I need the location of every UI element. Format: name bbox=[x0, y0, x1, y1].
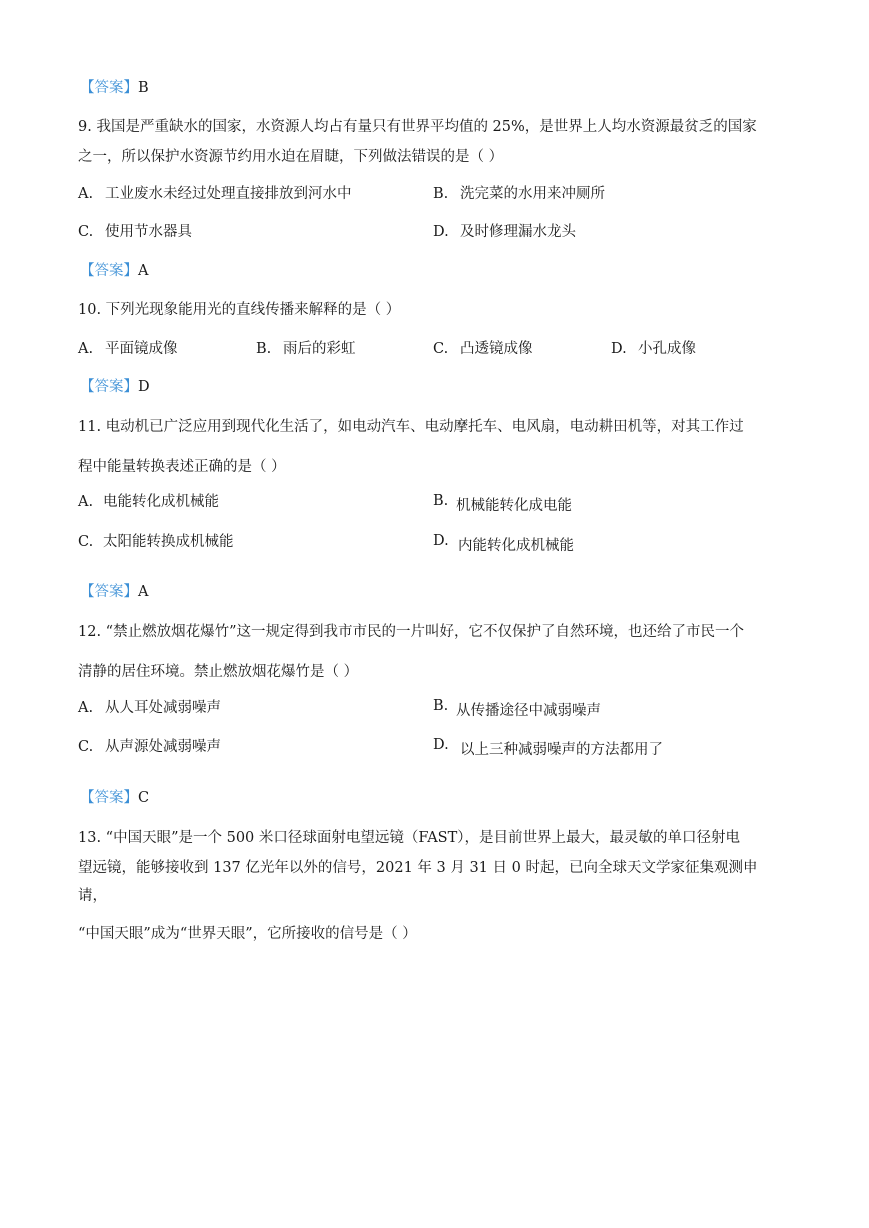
question-9-option-b: B. 洗完菜的水用来冲厕所 bbox=[433, 186, 605, 202]
question-12-option-b: B. 从传播途径中减弱噪声 bbox=[433, 698, 601, 719]
question-9-option-c: C. 使用节水器具 bbox=[78, 224, 192, 240]
question-12-option-c: C. 从声源处减弱噪声 bbox=[78, 739, 221, 755]
answer-line-10 bbox=[80, 375, 150, 396]
question-13-line-2: 望远镜，能够接收到 137 亿光年以外的信号，2021 年 3 月 31 日 0 时起，已向全球天文学家征集观测申 bbox=[78, 860, 758, 876]
question-10-option-d: D. 小孔成像 bbox=[611, 341, 696, 357]
answer-line-11 bbox=[80, 580, 148, 601]
question-9-option-a: A. 工业废水未经过处理直接排放到河水中 bbox=[78, 186, 352, 202]
answer-line-9 bbox=[80, 259, 148, 280]
answer-value: A bbox=[138, 263, 149, 279]
question-12-line-2: 清静的居住环境。禁止燃放烟花爆竹是（ ） bbox=[78, 664, 359, 680]
answer-value: B bbox=[138, 80, 149, 96]
question-12-option-d: D. 以上三种减弱噪声的方法都用了 bbox=[433, 737, 663, 758]
question-10-option-b: B. 雨后的彩虹 bbox=[256, 341, 356, 357]
question-13-line-3: 请， bbox=[78, 888, 107, 904]
answer-value: A bbox=[138, 584, 149, 600]
question-12-line-1: 12. “禁止燃放烟花爆竹”这一规定得到我市市民的一片叫好，它不仅保护了自然环境，也还给了市民一个 bbox=[78, 624, 744, 640]
question-9-line-2: 之一，所以保护水资源节约用水迫在眉睫，下列做法错误的是（ ） bbox=[78, 149, 504, 165]
question-10-option-c: C. 凸透镜成像 bbox=[433, 341, 533, 357]
answer-line-8 bbox=[80, 76, 149, 97]
answer-tag: 【答案】 bbox=[80, 263, 138, 279]
answer-tag: 【答案】 bbox=[80, 379, 138, 395]
question-12-option-a: A. 从人耳处减弱噪声 bbox=[78, 700, 221, 716]
question-11-option-b: B. 机械能转化成电能 bbox=[433, 493, 572, 514]
question-10-line-1: 10. 下列光现象能用光的直线传播来解释的是（ ） bbox=[78, 302, 401, 318]
question-13-line-4: “中国天眼”成为“世界天眼”，它所接收的信号是（ ） bbox=[78, 926, 417, 942]
answer-line-12 bbox=[80, 786, 149, 807]
question-11-option-a: A. 电能转化成机械能 bbox=[78, 494, 219, 510]
answer-tag: 【答案】 bbox=[80, 584, 138, 600]
question-11-option-d: D. 内能转化成机械能 bbox=[433, 533, 574, 554]
answer-value: C bbox=[138, 790, 150, 806]
answer-tag: 【答案】 bbox=[80, 80, 138, 96]
question-10-option-a: A. 平面镜成像 bbox=[78, 341, 178, 357]
question-13-line-1: 13. “中国天眼”是一个 500 米口径球面射电望远镜（FAST），是目前世界上最大，最灵敏的单口径射电 bbox=[78, 830, 741, 846]
answer-tag: 【答案】 bbox=[80, 790, 138, 806]
question-9-line-1: 9. 我国是严重缺水的国家，水资源人均占有量只有世界平均值的 25%，是世界上人均水资源最贫乏的国家 bbox=[78, 119, 757, 135]
question-11-line-2: 程中能量转换表述正确的是（ ） bbox=[78, 459, 286, 475]
question-9-option-d: D. 及时修理漏水龙头 bbox=[433, 224, 576, 240]
question-11-line-1: 11. 电动机已广泛应用到现代化生活了，如电动汽车、电动摩托车、电风扇，电动耕田机等，对其工作过 bbox=[78, 419, 744, 435]
answer-value: D bbox=[138, 379, 150, 395]
question-11-option-c: C. 太阳能转换成机械能 bbox=[78, 534, 234, 550]
